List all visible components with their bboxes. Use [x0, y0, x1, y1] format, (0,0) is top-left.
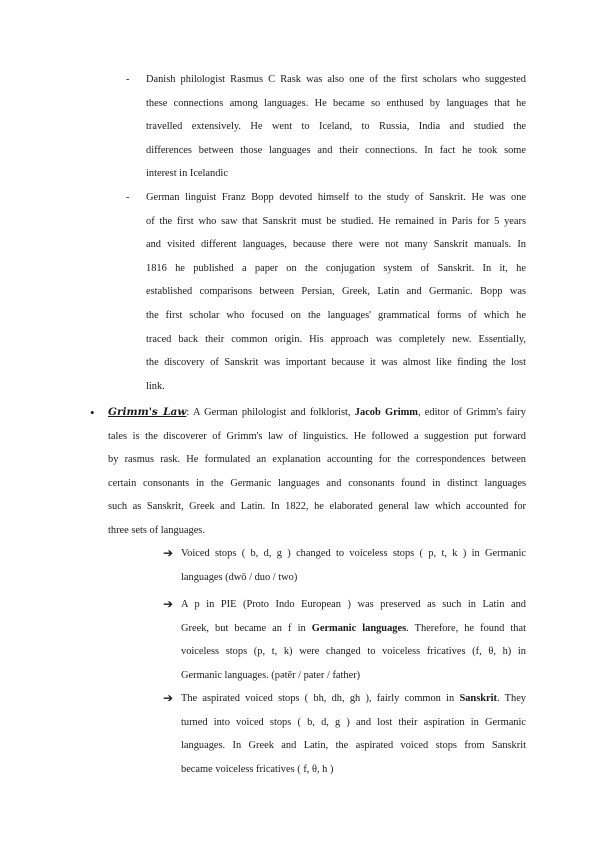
text-run: The aspirated voiced stops ( bh, dh, gh ), fairly common in: [181, 693, 460, 704]
text-line: German linguist Franz Bopp devoted himself to the study of Sanskrit. He was one: [146, 192, 526, 203]
text-run: Greek, but became an f in: [181, 622, 312, 634]
list-dash: -: [126, 192, 130, 203]
text-line: certain consonants in the Germanic languages and consonants found in distinct languages: [108, 477, 526, 489]
text-line: languages (dwō / duo / two): [181, 571, 298, 583]
text-line: such as Sanskrit, Greek and Latin. In 1822, he elaborated general law which accounted for: [108, 501, 526, 513]
rule-3: [181, 687, 526, 781]
text-line: differences between those languages and their connections. In fact he took some: [146, 144, 526, 156]
text-line: turned into voiced stops ( b, d, g ) and lost their aspiration in Germanic: [181, 716, 526, 728]
text-line: Germanic languages. (pətēr / pater / father): [181, 669, 361, 681]
arrow-bullet-icon: ➔: [163, 691, 174, 705]
text-line: interest in Icelandic: [146, 168, 228, 180]
text-line: Danish philologist Rasmus C Rask was also one of the first scholars who suggested: [146, 74, 526, 85]
sanskrit-bold: Sanskrit: [459, 693, 497, 704]
text-line: established comparisons between Persian, Greek, Latin and Germanic. Bopp was: [146, 286, 526, 298]
text-line: [181, 687, 526, 711]
text-line: and visited different languages, because there were not many Sanskrit manuals. In: [146, 239, 526, 251]
text-line: voiceless stops (p, t, k) were changed to voiceless fricatives (f, θ, h) in: [181, 646, 526, 658]
jacob-grimm-name: Jacob Grimm: [354, 407, 418, 418]
rule-2: [181, 593, 526, 687]
text-line: tales is the discoverer of Grimm's law of linguistics. He followed a suggestion put forward: [108, 430, 526, 442]
text-line: languages. In Greek and Latin, the aspirated voiced stops from Sanskrit: [181, 740, 526, 752]
text-run: : A German philologist and folklorist,: [186, 407, 355, 418]
arrow-bullet-icon: ➔: [163, 597, 174, 611]
grimm-law-title: Grimm's Law: [108, 406, 187, 418]
text-run: , editor of Grimm's fairy: [417, 407, 527, 418]
text-line: by rasmus rask. He formulated an explanation accounting for the correspondences between: [108, 454, 526, 466]
text-line: became voiceless fricatives ( f, θ, h ): [181, 763, 334, 775]
text-line: Voiced stops ( b, d, g ) changed to voiceless stops ( p, t, k ) in Germanic: [181, 548, 526, 559]
rask-paragraph: [146, 68, 526, 186]
text-line: [181, 617, 526, 641]
text-line: of the first who saw that Sanskrit must be studied. He remained in Paris for 5 years: [146, 215, 526, 227]
text-line: three sets of languages.: [108, 524, 205, 536]
text-line: [108, 401, 526, 425]
text-line: A p in PIE (Proto Indo European ) was preserved as such in Latin and: [181, 599, 526, 610]
text-line: 1816 he published a paper on the conjugation system of Sanskrit. In it, he: [146, 262, 526, 274]
list-dash: -: [126, 74, 130, 85]
bopp-paragraph: [146, 186, 526, 398]
arrow-bullet-icon: ➔: [163, 546, 174, 560]
text-line: the discovery of Sanskrit was important because it was almost like finding the lost: [146, 357, 526, 369]
text-line: travelled extensively. He went to Iceland, to Russia, India and studied the: [146, 121, 526, 133]
text-line: these connections among languages. He became so enthused by languages that he: [146, 97, 526, 109]
rule-1: [181, 542, 526, 589]
text-run: . They: [497, 693, 527, 704]
germanic-languages-bold: Germanic languages: [311, 622, 407, 634]
text-line: the first scholar who focused on the languages' grammatical forms of which he: [146, 309, 526, 321]
list-bullet: •: [90, 405, 95, 420]
text-line: link.: [146, 380, 165, 392]
grimm-paragraph: [108, 401, 526, 543]
text-run: . Therefore, he found that: [406, 622, 527, 634]
text-line: traced back their common origin. His approach was completely new. Essentially,: [146, 333, 526, 345]
